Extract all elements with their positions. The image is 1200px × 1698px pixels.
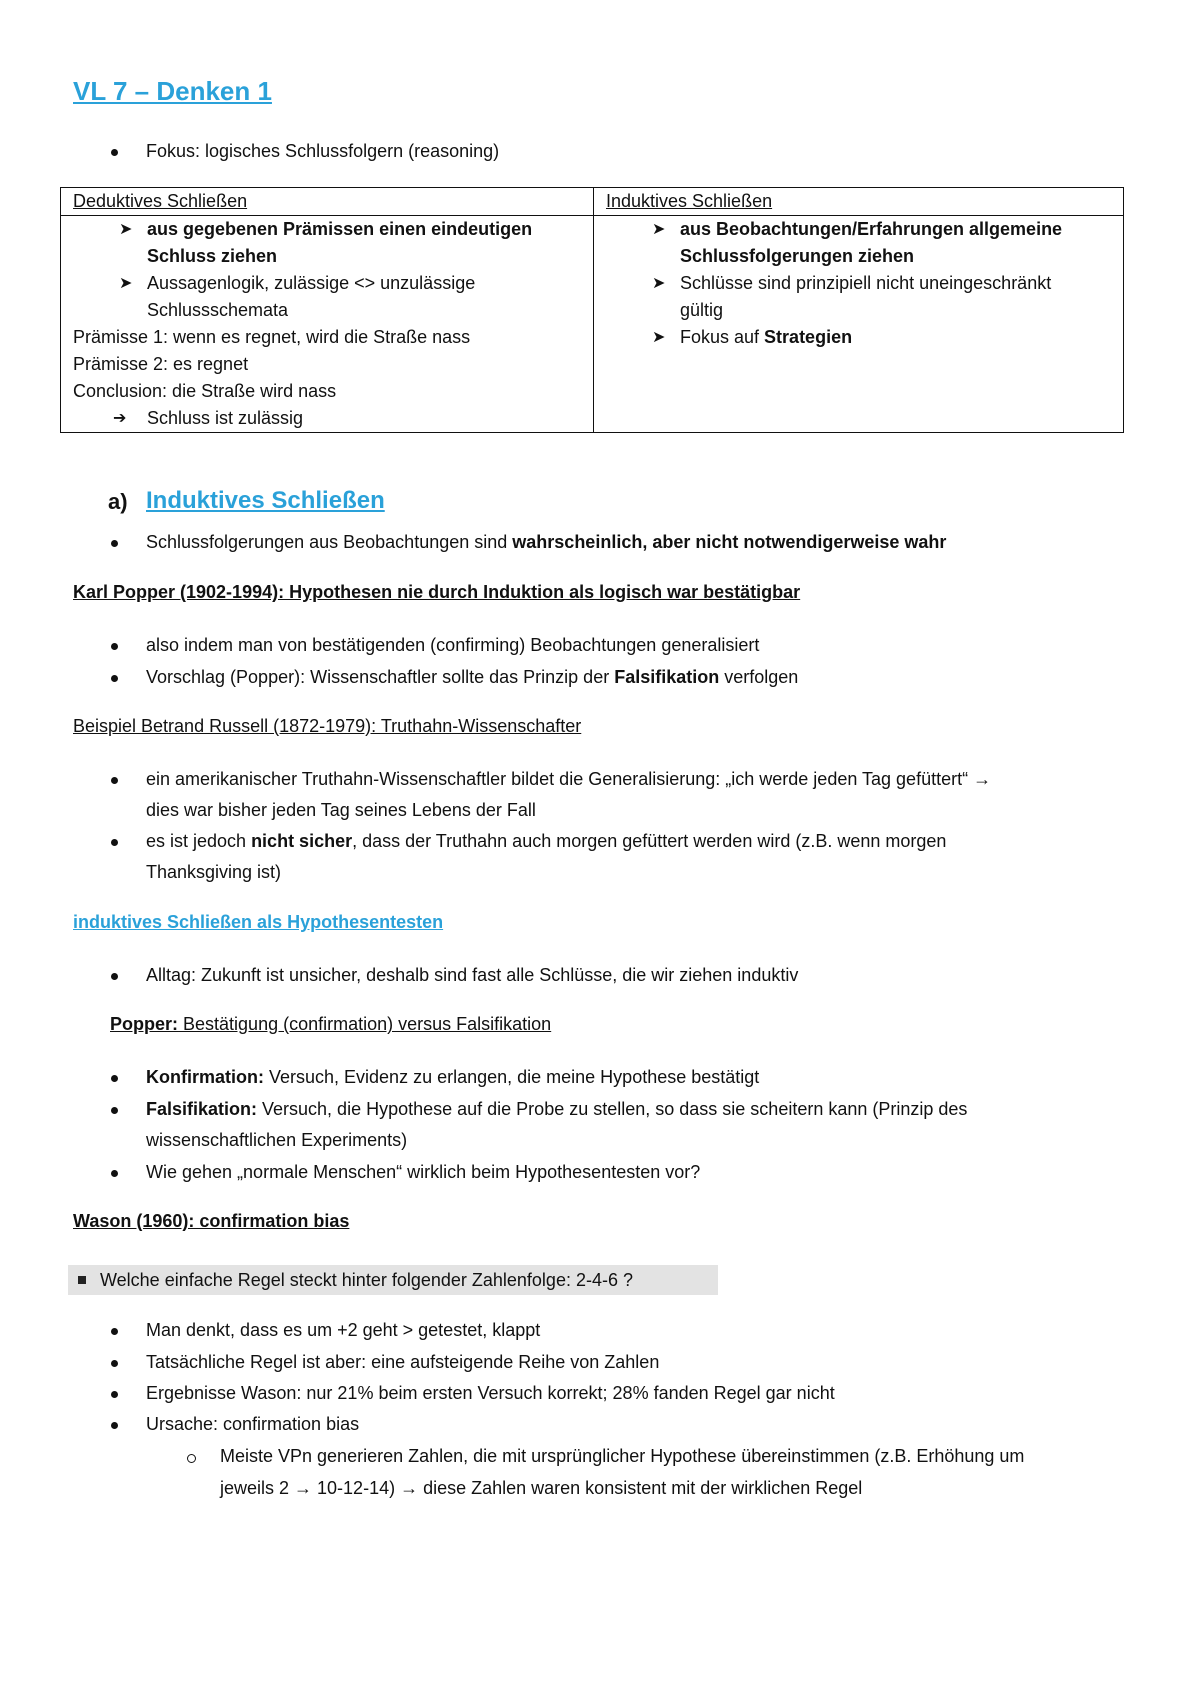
col1-cell <box>61 216 594 433</box>
wason-bullet-2: Tatsächliche Regel ist aber: eine aufsteigende Reihe von Zahlen <box>146 1352 660 1372</box>
list-item: ➤ aus Beobachtungen/Erfahrungen allgemeine Schlussfolgerungen ziehen <box>606 216 1123 270</box>
bullet <box>111 1075 118 1082</box>
russell-bullet-2-line-2: Thanksgiving ist) <box>146 862 282 882</box>
russell-heading: Beispiel Betrand Russell (1872-1979): Truthahn-Wissenschafter <box>73 716 582 736</box>
section-a-bullet: Schlussfolgerungen aus Beobachtungen sind wahrscheinlich, aber nicht notwendigerweise wahr <box>146 532 947 552</box>
falsifikation-bullet-line-2: wissenschaftlichen Experiments) <box>146 1130 408 1150</box>
comparison-table <box>60 187 1124 433</box>
wason-bullet-3: Ergebnisse Wason: nur 21% beim ersten Versuch korrekt; 28% fanden Regel gar nicht <box>146 1383 835 1403</box>
bullet <box>111 1170 118 1177</box>
bullet <box>111 149 118 156</box>
circle-bullet-icon <box>187 1454 196 1463</box>
bullet <box>111 1328 118 1335</box>
list-item: ➤ Aussagenlogik, zulässige <> unzulässige Schlussschemata <box>73 270 593 324</box>
popper-heading: Karl Popper (1902-1994): Hypothesen nie durch Induktion als logisch war bestätigbar <box>73 582 801 602</box>
square-bullet-icon <box>78 1276 86 1284</box>
arrowhead-icon: ➤ <box>119 275 133 292</box>
bullet <box>111 540 118 547</box>
list-item: ➤ Schlüsse sind prinzipiell nicht uneingeschränkt gültig <box>606 270 1123 324</box>
bullet <box>111 1360 118 1367</box>
popper-bullet-1: also indem man von bestätigenden (confirming) Beobachtungen generalisiert <box>146 635 760 655</box>
arrowhead-icon: ➤ <box>119 221 133 238</box>
col2-header: Induktives Schließen <box>594 188 1124 216</box>
wason-sub-line-2: jeweils 2 → 10-12-14) → diese Zahlen waren konsistent mit der wirklichen Regel <box>220 1478 863 1498</box>
bullet <box>111 777 118 784</box>
hypothesentesten-heading: induktives Schließen als Hypothesentesten <box>73 912 444 932</box>
bullet <box>111 675 118 682</box>
arrowhead-icon: ➤ <box>652 329 666 346</box>
section-title: Induktives Schließen <box>146 487 385 514</box>
list-item: ➤ aus gegebenen Prämissen einen eindeutigen Schluss ziehen <box>73 216 593 270</box>
page-title: VL 7 – Denken 1 <box>73 76 272 106</box>
premise-1: Prämisse 1: wenn es regnet, wird die Straße nass <box>73 327 471 347</box>
bullet <box>111 643 118 650</box>
col2-cell <box>594 216 1124 433</box>
col1-header: Deduktives Schließen <box>61 188 594 216</box>
popper-subheading: Popper: Bestätigung (confirmation) versus Falsifikation <box>110 1014 552 1034</box>
wason-bullet-1: Man denkt, dass es um +2 geht > getestet, klappt <box>146 1320 541 1340</box>
arrowhead-icon: ➤ <box>652 221 666 238</box>
question-bullet: Wie gehen „normale Menschen“ wirklich beim Hypothesentesten vor? <box>146 1162 701 1182</box>
intro-bullet-text: Fokus: logisches Schlussfolgern (reasoning) <box>146 141 500 161</box>
bullet <box>111 1107 118 1114</box>
wason-heading: Wason (1960): confirmation bias <box>73 1211 350 1231</box>
result-item: ➔ Schluss ist zulässig <box>73 405 593 432</box>
bullet <box>111 973 118 980</box>
list-item: ➤ Fokus auf Strategien <box>606 324 1123 351</box>
wason-bullet-4: Ursache: confirmation bias <box>146 1414 360 1434</box>
bullet <box>111 839 118 846</box>
russell-bullet-2-line-1: es ist jedoch nicht sicher, dass der Truthahn auch morgen gefüttert werden wird (z.B. wenn morgen <box>146 831 947 851</box>
wason-sub-line-1: Meiste VPn generieren Zahlen, die mit ursprünglicher Hypothese übereinstimmen (z.B. Erhöhung um <box>220 1446 1025 1466</box>
konfirmation-bullet: Konfirmation: Versuch, Evidenz zu erlangen, die meine Hypothese bestätigt <box>146 1067 760 1087</box>
bullet <box>111 1391 118 1398</box>
right-arrow-icon: ➔ <box>113 410 127 427</box>
russell-bullet-1-line-2: dies war bisher jeden Tag seines Lebens der Fall <box>146 800 536 820</box>
falsifikation-bullet-line-1: Falsifikation: Versuch, die Hypothese auf die Probe zu stellen, so dass sie scheitern kann (Prinzip des <box>146 1099 968 1119</box>
premise-2: Prämisse 2: es regnet <box>73 354 249 374</box>
bullet <box>111 1422 118 1429</box>
conclusion: Conclusion: die Straße wird nass <box>73 381 337 401</box>
alltag-bullet: Alltag: Zukunft ist unsicher, deshalb sind fast alle Schlüsse, die wir ziehen induktiv <box>146 965 799 985</box>
section-label: a) <box>108 489 128 514</box>
popper-bullet-2: Vorschlag (Popper): Wissenschaftler sollte das Prinzip der Falsifikation verfolgen <box>146 667 799 687</box>
zahlenfolge-callout: Welche einfache Regel steckt hinter folgender Zahlenfolge: 2-4-6 ? <box>68 1265 718 1295</box>
arrowhead-icon: ➤ <box>652 275 666 292</box>
russell-bullet-1-line-1: ein amerikanischer Truthahn-Wissenschaftler bildet die Generalisierung: „ich werde jeden Tag gefüttert“ → <box>146 769 992 789</box>
